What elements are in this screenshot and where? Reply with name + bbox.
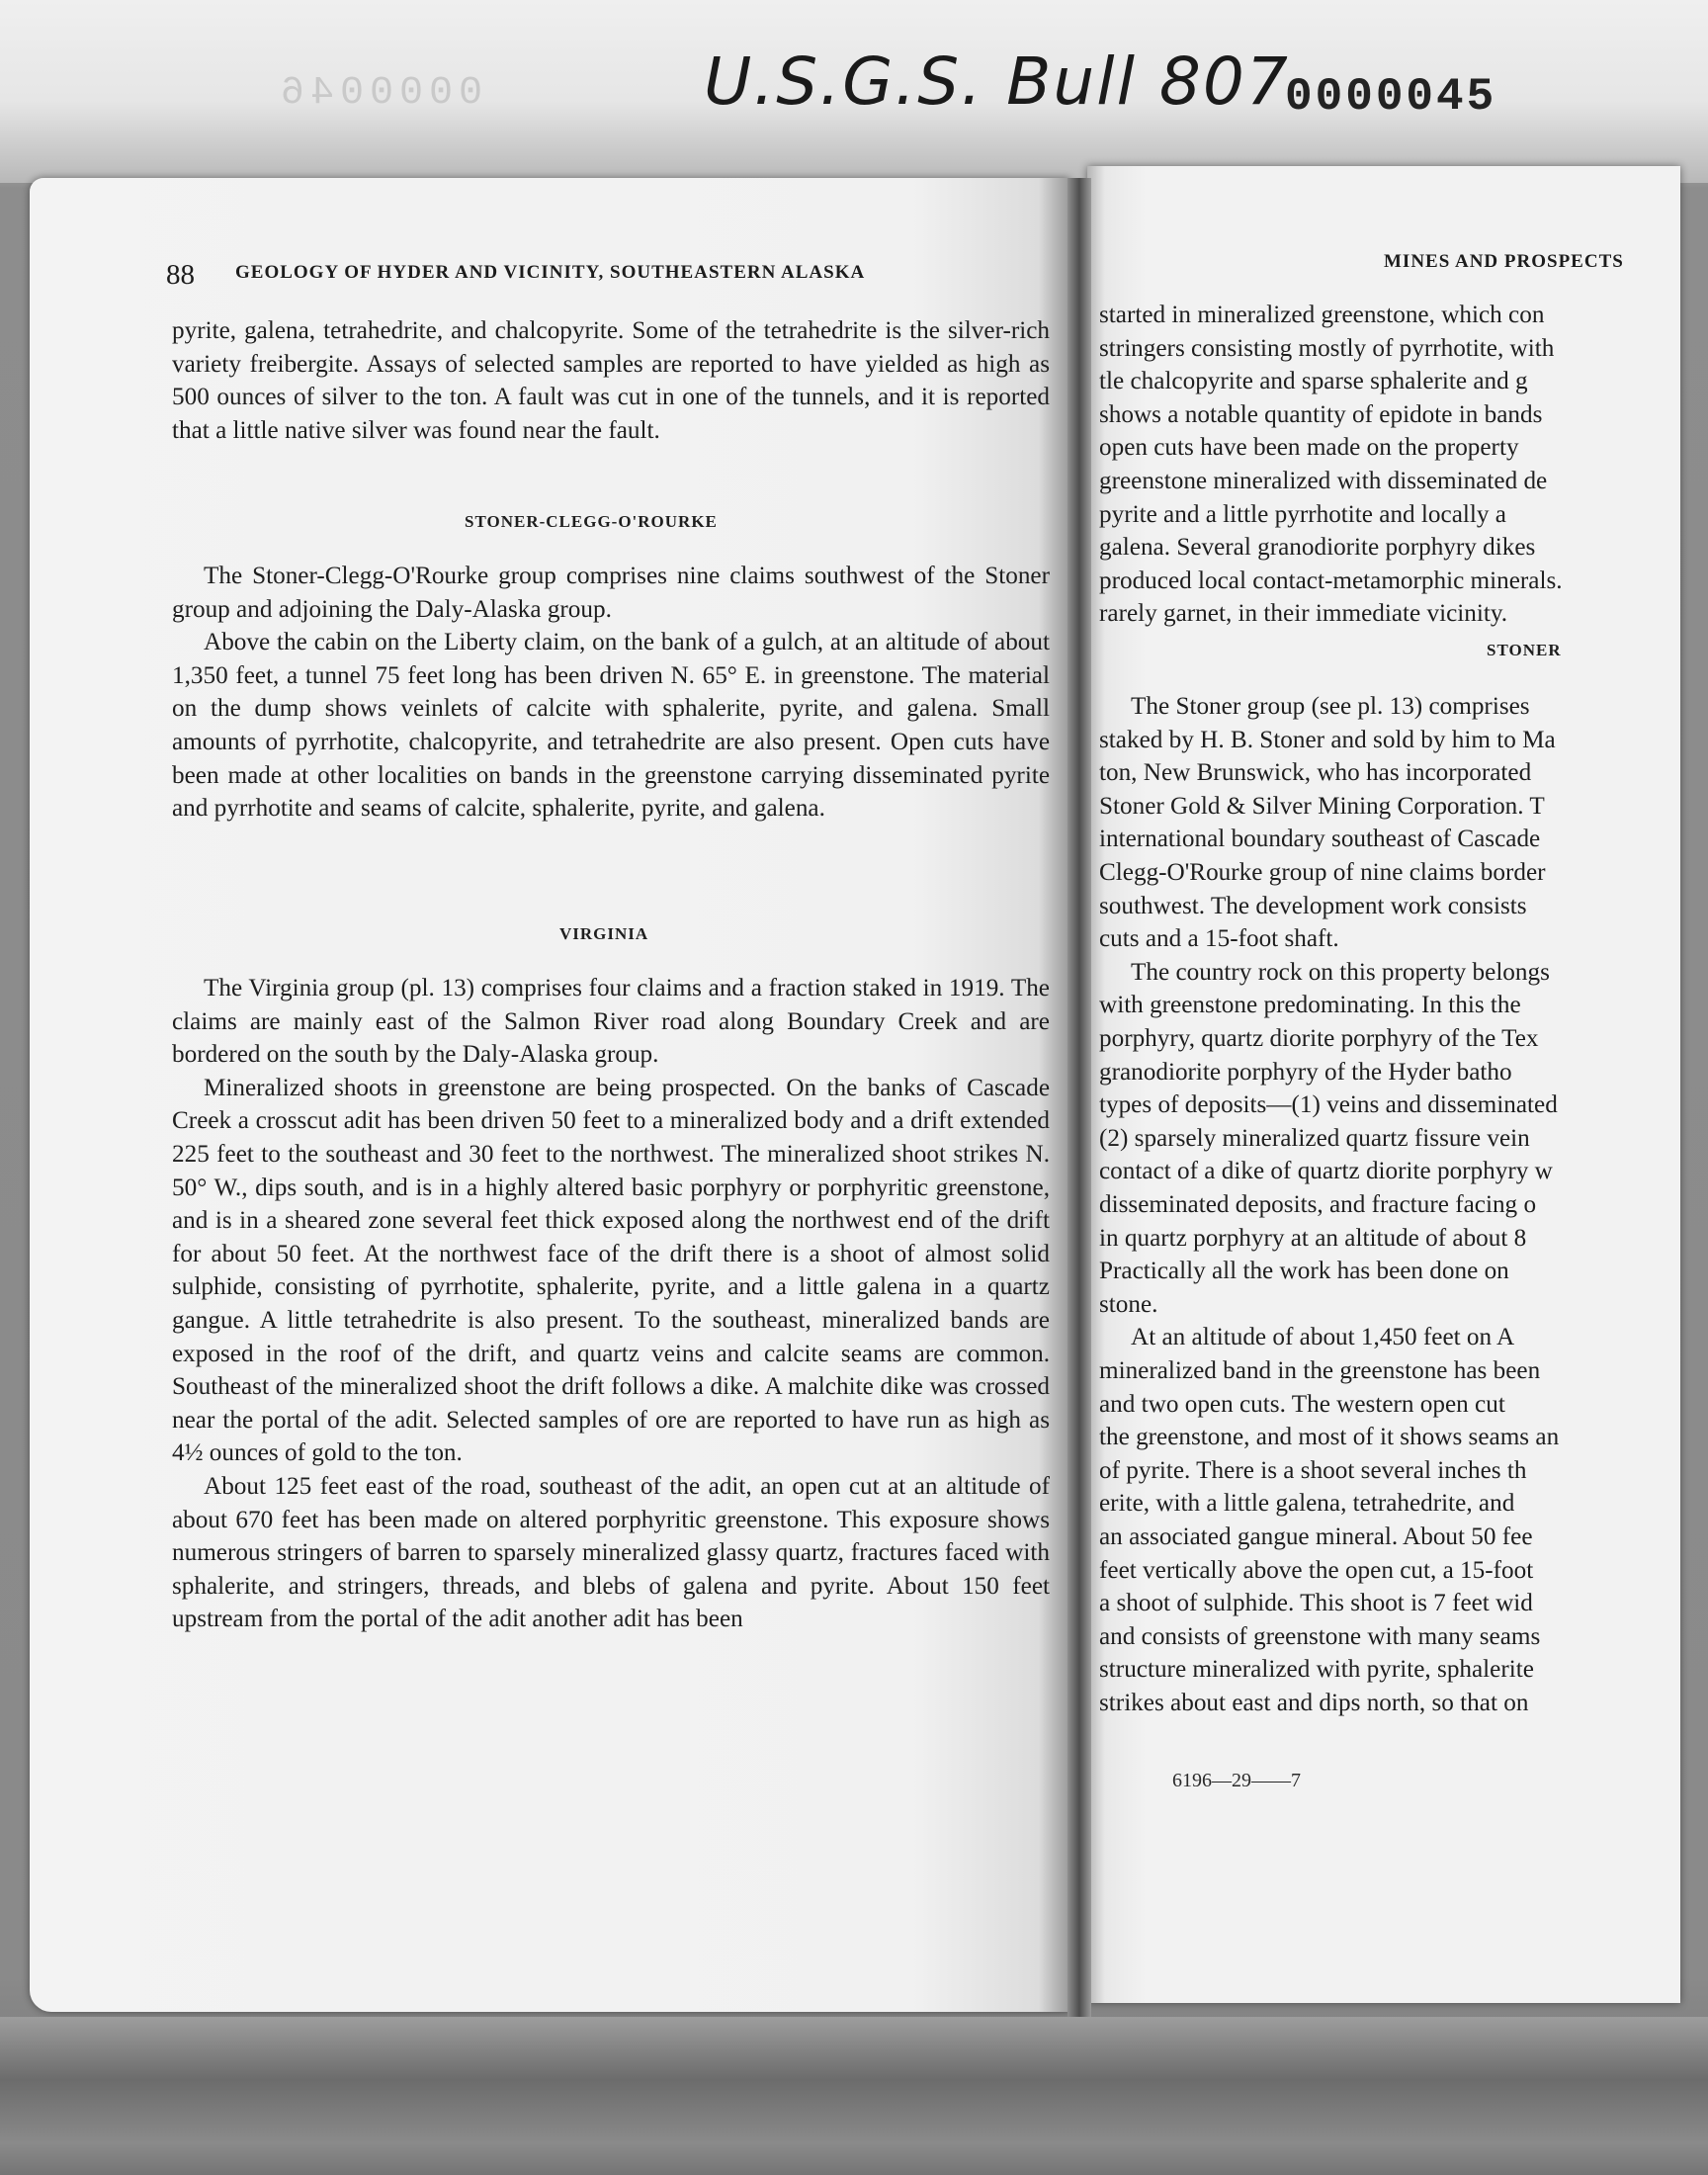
- right-text-line: tle chalcopyrite and sparse sphalerite and g: [1099, 368, 1528, 395]
- section-virginia: [172, 972, 1050, 1636]
- right-text-line: and consists of greenstone with many seams: [1099, 1622, 1541, 1650]
- right-text-line: contact of a dike of quartz diorite porphyry w: [1099, 1158, 1553, 1185]
- right-text-line: galena. Several granodiorite porphyry dikes: [1099, 534, 1536, 562]
- paragraph: About 125 feet east of the road, southeast of the adit, an open cut at an altitude of about 670 feet has been made on altered porphyritic greenstone. This exposure shows numerous stringers of barren to sparsely mineralized glassy quartz, fractures faced with sphalerite, and stringers, threads, and blebs of galena and pyrite. About 150 feet upstream from the portal of the adit another adit has been: [172, 1472, 1050, 1633]
- right-text-line: stone.: [1099, 1290, 1158, 1318]
- right-text-line: shows a notable quantity of epidote in bands: [1099, 400, 1543, 428]
- signature-mark: 6196—29——7: [1172, 1770, 1301, 1791]
- right-text-line: staked by H. B. Stoner and sold by him to Ma: [1099, 726, 1556, 753]
- handwritten-annotation: U.S.G.S. Bull 807: [704, 44, 1290, 120]
- right-page-text-area: [1099, 237, 1680, 1819]
- right-text-line: erite, with a little galena, tetrahedrite, and: [1099, 1490, 1515, 1518]
- right-text-line: southwest. The development work consists: [1099, 892, 1527, 919]
- right-text-line: Clegg-O'Rourke group of nine claims border: [1099, 859, 1546, 886]
- right-text-line: granodiorite porphyry of the Hyder batho: [1099, 1058, 1512, 1086]
- right-text-line: The Stoner group (see pl. 13) comprises: [1131, 693, 1530, 720]
- right-text-line: Stoner Gold & Silver Mining Corporation. T: [1099, 792, 1545, 820]
- bleed-through-number: 0000046: [275, 71, 483, 116]
- right-running-head: MINES AND PROSPECTS: [1384, 251, 1624, 272]
- paragraph: The Stoner-Clegg-O'Rourke group comprises nine claims southwest of the Stoner group and adjoining the Daly-Alaska group.: [172, 563, 1050, 623]
- document-stamp-number: 0000045: [1285, 71, 1497, 123]
- intro-paragraph: pyrite, galena, tetrahedrite, and chalcopyrite. Some of the tetrahedrite is the silver-rich variety freibergite. Assays of selected samples are reported to have yielded as high as 500 ounces of silver to the ton. A fault was cut in one of the tunnels, and it is reported that a little native silver was found near the fault.: [172, 317, 1050, 444]
- right-text-line: strikes about east and dips north, so that on: [1099, 1690, 1529, 1716]
- right-text-line: mineralized band in the greenstone has been: [1099, 1357, 1541, 1384]
- right-text-line: cuts and a 15-foot shaft.: [1099, 925, 1339, 953]
- right-text-line: produced local contact-metamorphic minerals.: [1099, 566, 1563, 594]
- section-stoner-clegg-orourke: [172, 560, 1050, 826]
- right-text-line: started in mineralized greenstone, which con: [1099, 302, 1545, 328]
- right-text-line: with greenstone predominating. In this the: [1099, 992, 1521, 1019]
- right-text-line: an associated gangue mineral. About 50 fee: [1099, 1523, 1533, 1550]
- right-text-line: porphyry, quartz diorite porphyry of the Tex: [1099, 1025, 1539, 1052]
- right-text-line: rarely garnet, in their immediate vicinity.: [1099, 600, 1508, 628]
- right-text-line: structure mineralized with pyrite, sphalerite: [1099, 1656, 1534, 1684]
- right-text-line: The country rock on this property belongs: [1131, 958, 1550, 986]
- right-text-line: disseminated deposits, and fracture facing o: [1099, 1191, 1537, 1218]
- right-text-line: At an altitude of about 1,450 feet on A: [1131, 1324, 1515, 1351]
- right-text-line: feet vertically above the open cut, a 15-foot: [1099, 1556, 1534, 1584]
- right-text-line: in quartz porphyry at an altitude of about 8: [1099, 1224, 1527, 1252]
- paragraph: The Virginia group (pl. 13) comprises four claims and a fraction staked in 1919. The claims are mainly east of the Salmon River road along Boundary Creek and are bordered on the south by the Daly-Alaska group.: [172, 975, 1050, 1069]
- right-text-line: pyrite and a little pyrrhotite and locally a: [1099, 500, 1506, 528]
- right-text-line: Practically all the work has been done on: [1099, 1258, 1509, 1285]
- right-text-line: of pyrite. There is a shoot several inches th: [1099, 1456, 1527, 1484]
- right-text-line: (2) sparsely mineralized quartz fissure vein: [1099, 1124, 1530, 1152]
- left-running-head: GEOLOGY OF HYDER AND VICINITY, SOUTHEASTERN ALASKA: [235, 262, 866, 283]
- page-number: 88: [166, 259, 195, 291]
- right-text-line: the greenstone, and most of it shows seams an: [1099, 1424, 1560, 1451]
- section-title-stoner-clegg-orourke: STONER-CLEGG-O'ROURKE: [465, 512, 718, 531]
- section-title-stoner: STONER: [1487, 641, 1562, 659]
- right-text-line: ton, New Brunswick, who has incorporated: [1099, 759, 1532, 787]
- paragraph: Mineralized shoots in greenstone are being prospected. On the banks of Cascade Creek a crosscut adit has been driven 50 feet to a mineralized body and a drift extended 225 feet to the southeast and 30 feet to the northwest. The mineralized shoot strikes N. 50° W., dips south, and is in a highly altered basic porphyry or porphyritic greenstone, and is in a sheared zone several feet thick exposed along the northwest end of the drift for about 50 feet. At the northwest face of the drift there is a shoot of almost solid sulphide, consisting of pyrrhotite, sphalerite, pyrite, and a little galena in a quartz gangue. A little tetrahedrite is also present. To the southeast, mineralized bands are exposed in the roof of the drift, and quartz veins and calcite seams are common. Southeast of the mineralized shoot the drift follows a dike. A malchite dike was crossed near the portal of the adit. Selected samples of ore are reported to have run as high as 4½ ounces of gold to the ton.: [172, 1074, 1050, 1467]
- right-text-line: international boundary southeast of Cascade: [1099, 826, 1541, 853]
- book-gutter: [1068, 178, 1091, 2017]
- scan-bottom-margin: [0, 2017, 1708, 2175]
- right-text-line: open cuts have been made on the property: [1099, 434, 1519, 462]
- section-title-virginia: VIRGINIA: [559, 924, 649, 943]
- paragraph: Above the cabin on the Liberty claim, on the bank of a gulch, at an altitude of about 1,350 feet, a tunnel 75 feet long has been driven N. 65° E. in greenstone. The material on the dump shows veinlets of calcite with sphalerite, pyrite, and galena. Small amounts of pyrrhotite, chalcopyrite, and tetrahedrite are also present. Open cuts have been made at other localities on bands in the greenstone carrying disseminated pyrite and pyrrhotite and seams of calcite, sphalerite, pyrite, and galena.: [172, 629, 1050, 823]
- right-text-line: stringers consisting mostly of pyrrhotite, with: [1099, 334, 1555, 362]
- right-text-line: greenstone mineralized with disseminated de: [1099, 468, 1548, 494]
- right-text-line: and two open cuts. The western open cut: [1099, 1390, 1505, 1418]
- right-text-line: types of deposits—(1) veins and disseminated: [1099, 1091, 1558, 1119]
- right-text-line: a shoot of sulphide. This shoot is 7 feet wid: [1099, 1590, 1533, 1617]
